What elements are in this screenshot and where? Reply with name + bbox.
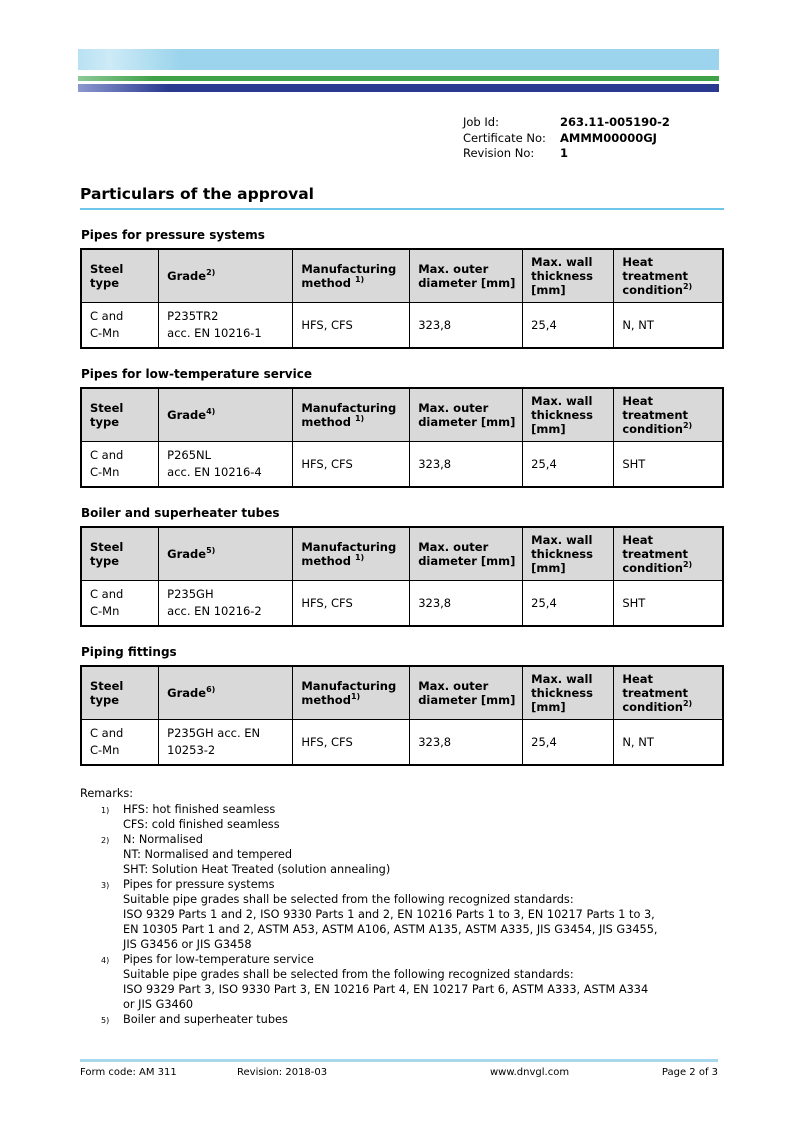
cell-manufacturing-method: HFS, CFS xyxy=(293,581,410,627)
remarks xyxy=(80,786,724,1028)
job-id-label: Job Id: xyxy=(463,115,499,129)
cell-max-outer-diameter: 323,8 xyxy=(410,581,523,627)
cell-grade: P235TR2 acc. EN 10216-1 xyxy=(159,303,293,349)
remark-text: Boiler and superheater tubes xyxy=(123,1013,288,1026)
cell-steel-type: C and C-Mn xyxy=(81,581,159,627)
cell-heat-treatment: SHT xyxy=(614,442,723,488)
cell-heat-treatment: N, NT xyxy=(614,303,723,349)
col-header-steel-type: Steel type xyxy=(81,666,159,720)
job-id-row xyxy=(463,115,670,131)
job-id-value: 263.11-005190-2 xyxy=(560,115,670,129)
footer-page-number: Page 2 of 3 xyxy=(661,1067,718,1078)
col-header-max-wall-thickness: Max. wall thickness [mm] xyxy=(523,388,614,442)
col-header-manufacturing-method: Manufacturing method$^{1)}$ xyxy=(293,666,410,720)
section-title-piping-fittings: Piping fittings xyxy=(81,645,177,659)
col-header-manufacturing-method: Manufacturing method $^{1)}$ xyxy=(293,249,410,303)
col-header-grade: Grade$^{6)}$ xyxy=(159,666,293,720)
certificate-no-value: AMMM00000GJ xyxy=(560,130,657,145)
table-row xyxy=(81,303,723,349)
cell-grade: P235GH acc. EN 10253-2 xyxy=(159,720,293,766)
col-header-heat-treatment: Heat treatment condition$^{2)}$ xyxy=(614,249,723,303)
cell-max-wall-thickness: 25,4 xyxy=(523,442,614,488)
table-header-row xyxy=(81,249,723,303)
col-header-max-outer-diameter: Max. outer diameter [mm] xyxy=(410,666,523,720)
cell-steel-type: C and C-Mn xyxy=(81,720,159,766)
col-header-max-outer-diameter: Max. outer diameter [mm] xyxy=(410,388,523,442)
remark-number: 3) xyxy=(101,881,110,890)
remark-text: Pipes for pressure systems Suitable pipe grades shall be selected from the following recognized standards: ISO 9329 Parts 1 and 2, ISO 9330 Parts 1 and 2, EN 10216 Parts 1 to 3, EN 10217 Parts 1 to 3, EN 10305 Part 1 and 2, ASTM A53, ASTM A106, ASTM A135, ASTM A335, JIS G3454, JIS G3455, JIS G3456 or JIS G3458 xyxy=(123,878,658,951)
table-row xyxy=(81,581,723,627)
col-header-grade: Grade$^{4)}$ xyxy=(159,388,293,442)
remark-item-4 xyxy=(101,952,724,1012)
col-header-grade: Grade$^{5)}$ xyxy=(159,527,293,581)
remark-number: 5) xyxy=(101,1016,110,1025)
cell-heat-treatment: SHT xyxy=(614,581,723,627)
table-header-row xyxy=(81,666,723,720)
table-row xyxy=(81,720,723,766)
document-meta xyxy=(463,115,670,162)
remarks-label: Remarks: xyxy=(80,787,134,800)
remark-number: 4) xyxy=(101,956,110,965)
cell-grade: P235GH acc. EN 10216-2 xyxy=(159,581,293,627)
brand-bar-darkblue xyxy=(78,84,719,92)
col-header-manufacturing-method: Manufacturing method $^{1)}$ xyxy=(293,527,410,581)
remark-text: HFS: hot finished seamless CFS: cold finished seamless xyxy=(123,803,280,831)
col-header-max-wall-thickness: Max. wall thickness [mm] xyxy=(523,666,614,720)
boiler-superheater-tubes-table xyxy=(80,526,724,627)
col-header-max-outer-diameter: Max. outer diameter [mm] xyxy=(410,527,523,581)
brand-bars xyxy=(78,49,719,92)
cell-max-wall-thickness: 25,4 xyxy=(523,581,614,627)
cell-max-wall-thickness: 25,4 xyxy=(523,720,614,766)
footer-website: www.dnvgl.com xyxy=(490,1067,570,1078)
col-header-heat-treatment: Heat treatment condition$^{2)}$ xyxy=(614,666,723,720)
cell-steel-type: C and C-Mn xyxy=(81,442,159,488)
cell-max-outer-diameter: 323,8 xyxy=(410,442,523,488)
cell-manufacturing-method: HFS, CFS xyxy=(293,303,410,349)
footer-revision: Revision: 2018-03 xyxy=(237,1067,328,1078)
revision-no-label: Revision No: xyxy=(463,146,535,160)
piping-fittings-table xyxy=(80,665,724,766)
section-boiler-superheater-tubes xyxy=(80,506,724,627)
brand-bar-lightblue xyxy=(78,49,719,70)
section-pipes-low-temperature xyxy=(80,367,724,488)
certificate-no-label: Certificate No: xyxy=(463,130,546,145)
certificate-no-row xyxy=(463,131,670,147)
col-header-max-outer-diameter: Max. outer diameter [mm] xyxy=(410,249,523,303)
brand-bar-green xyxy=(78,76,719,81)
cell-manufacturing-method: HFS, CFS xyxy=(293,442,410,488)
col-header-max-wall-thickness: Max. wall thickness [mm] xyxy=(523,249,614,303)
main-content xyxy=(80,185,724,1028)
col-header-manufacturing-method: Manufacturing method $^{1)}$ xyxy=(293,388,410,442)
section-piping-fittings xyxy=(80,645,724,766)
col-header-steel-type: Steel type xyxy=(81,527,159,581)
section-title-boiler-superheater-tubes: Boiler and superheater tubes xyxy=(81,506,280,520)
col-header-steel-type: Steel type xyxy=(81,249,159,303)
section-title-pipes-low-temperature: Pipes for low-temperature service xyxy=(81,367,312,381)
cell-manufacturing-method: HFS, CFS xyxy=(293,720,410,766)
remark-item-5 xyxy=(101,1012,724,1028)
pipes-low-temperature-table xyxy=(80,387,724,488)
col-header-heat-treatment: Heat treatment condition$^{2)}$ xyxy=(614,388,723,442)
pipes-pressure-systems-table xyxy=(80,248,724,349)
remark-item-2 xyxy=(101,832,724,877)
cell-heat-treatment: N, NT xyxy=(614,720,723,766)
cell-max-outer-diameter: 323,8 xyxy=(410,303,523,349)
col-header-steel-type: Steel type xyxy=(81,388,159,442)
remark-item-1 xyxy=(101,802,724,832)
col-header-heat-treatment: Heat treatment condition$^{2)}$ xyxy=(614,527,723,581)
revision-no-value: 1 xyxy=(560,146,569,160)
page-title: Particulars of the approval xyxy=(80,185,724,210)
col-header-grade: Grade$^{2)}$ xyxy=(159,249,293,303)
cell-max-outer-diameter: 323,8 xyxy=(410,720,523,766)
table-header-row xyxy=(81,388,723,442)
remark-text: N: Normalised NT: Normalised and tempered SHT: Solution Heat Treated (solution annealing) xyxy=(123,833,391,876)
remark-number: 2) xyxy=(101,836,110,845)
cell-steel-type: C and C-Mn xyxy=(81,303,159,349)
table-row xyxy=(81,442,723,488)
section-title-pipes-pressure-systems: Pipes for pressure systems xyxy=(81,228,265,242)
revision-no-row xyxy=(463,146,670,162)
col-header-max-wall-thickness: Max. wall thickness [mm] xyxy=(523,527,614,581)
section-pipes-pressure-systems xyxy=(80,228,724,349)
remark-text: Pipes for low-temperature service Suitable pipe grades shall be selected from the following recognized standards: ISO 9329 Part 3, ISO 9330 Part 3, EN 10216 Part 4, EN 10217 Part 6, ASTM A333, ASTM A334 or JIS G3460 xyxy=(123,953,649,1011)
footer-form-code: Form code: AM 311 xyxy=(80,1067,177,1078)
remark-number: 1) xyxy=(101,806,110,815)
cell-max-wall-thickness: 25,4 xyxy=(523,303,614,349)
table-header-row xyxy=(81,527,723,581)
page-footer xyxy=(80,1059,718,1078)
remark-item-3 xyxy=(101,877,724,952)
cell-grade: P265NL acc. EN 10216-4 xyxy=(159,442,293,488)
